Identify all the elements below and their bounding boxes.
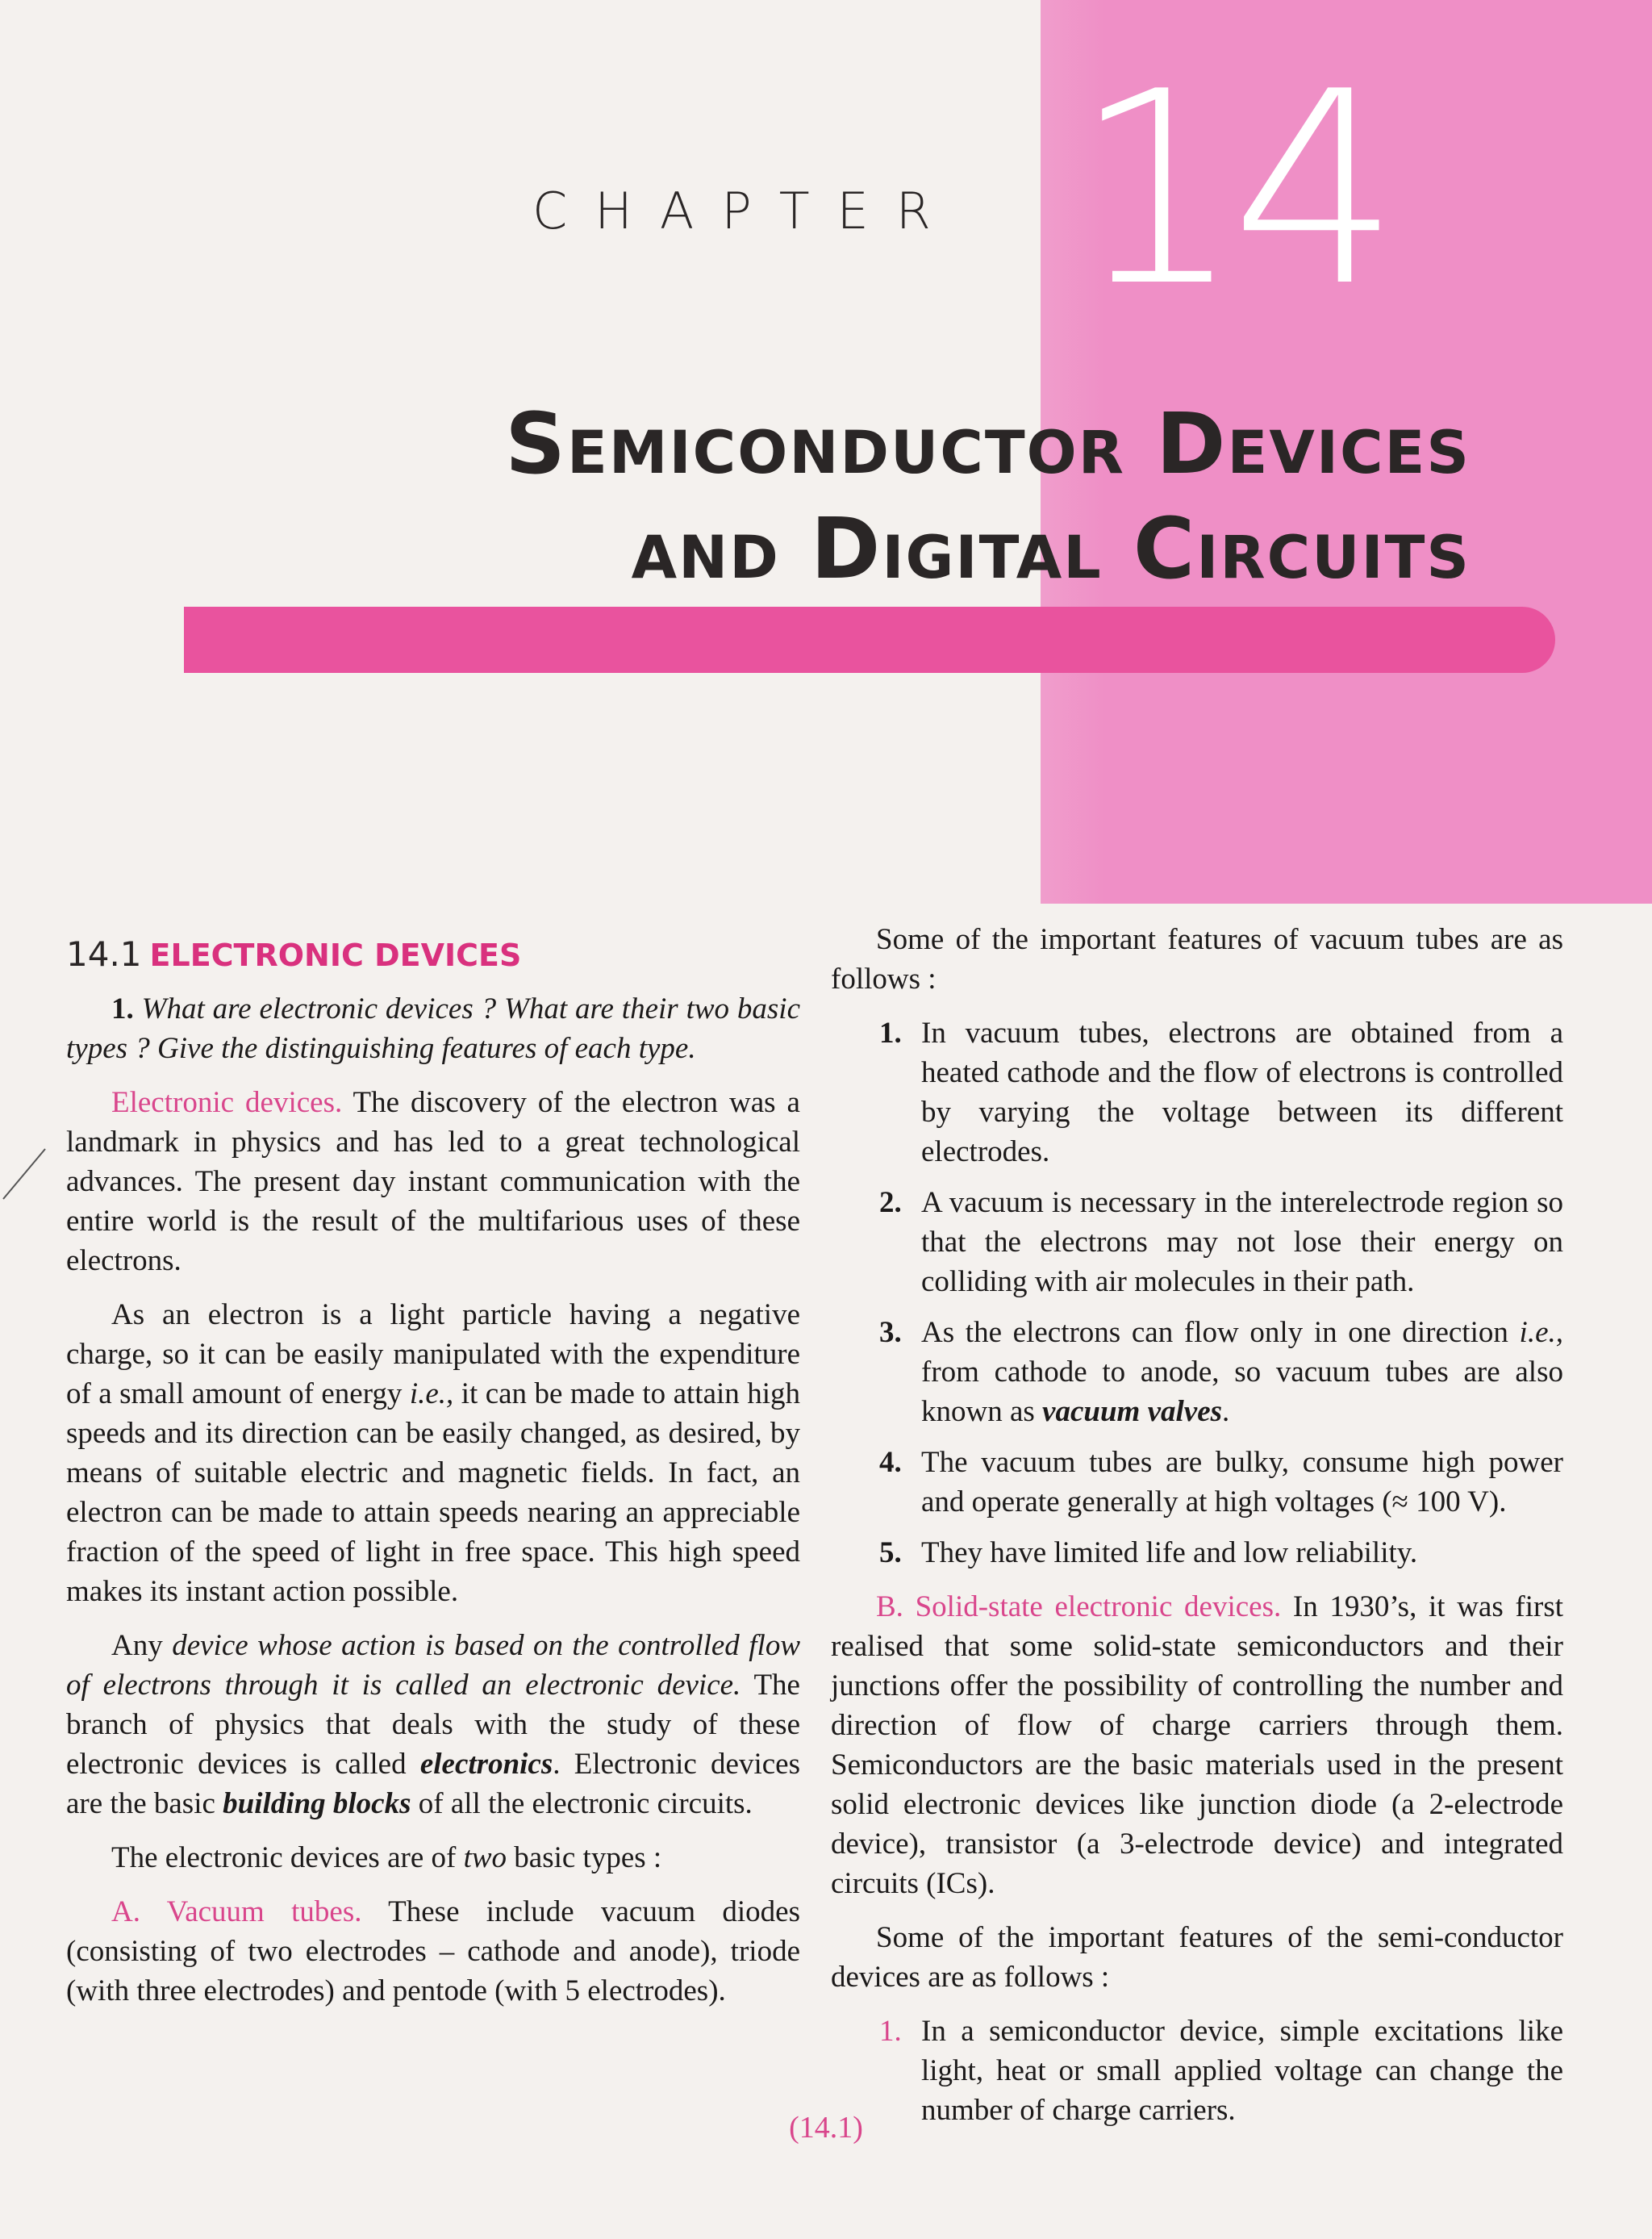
chapter-label: CHAPTER	[532, 182, 958, 240]
page-number: (14.1)	[789, 2111, 863, 2145]
decorative-title-bar	[184, 607, 1555, 673]
list-text: They have limited life and low reliability.	[921, 1536, 1418, 1569]
list-text: In vacuum tubes, electrons are obtained from a heated cathode and the flow of electrons is controlled by varying the voltage between its different electrodes.	[921, 1017, 1563, 1168]
paragraph-lead: Electronic devices.	[111, 1086, 343, 1119]
vacuum-features-list	[831, 1013, 1563, 1573]
paragraph-text: . Electronic devices are the basic	[66, 1748, 800, 1820]
chapter-number: 14	[1073, 35, 1389, 345]
paragraph-text: Any	[111, 1629, 163, 1662]
definition-text: device whose action is based on the controlled flow of electrons through it is called an electronic device.	[66, 1629, 800, 1702]
right-column	[831, 920, 1563, 2145]
list-number: 2.	[879, 1186, 902, 1219]
paragraph-text: of all the electronic circuits.	[418, 1787, 753, 1820]
question-paragraph	[66, 989, 800, 1068]
ie-abbrev: i.e.,	[409, 1377, 454, 1410]
list-number: 5.	[879, 1536, 902, 1569]
list-number: 3.	[879, 1316, 902, 1349]
left-column	[66, 932, 800, 2025]
list-text: .	[1222, 1395, 1230, 1428]
paragraph-text: These include vacuum diodes (consisting of two electrodes – cathode and anode), triode (with three electrodes) and pentode (with 5 electrodes).	[66, 1895, 800, 2007]
pen-mark	[0, 1146, 48, 1202]
paragraph-text: The electronic devices are of	[111, 1841, 457, 1874]
list-number: 1.	[879, 1017, 902, 1050]
emphasis-two: two	[463, 1841, 507, 1874]
paragraph-definition	[66, 1626, 800, 1823]
term-electronics: electronics	[419, 1748, 553, 1781]
list-item	[831, 1533, 1563, 1573]
paragraph-text: In 1930’s, it was first realised that some solid-state semiconductors and their junctions offer the possibility of controlling the number and direction of flow of charge carriers through them. Semiconductors are the basic materials used in the present solid electronic devices like junction diode (a 2-electrode device), transistor (a 3-electrode device) and integrated circuits (ICs).	[831, 1590, 1564, 1900]
list-item	[831, 1313, 1563, 1431]
term-building-blocks: building blocks	[223, 1787, 411, 1820]
chapter-title-line1: Semiconductor Devices	[505, 395, 1471, 493]
list-item	[831, 1443, 1563, 1522]
question-number: 1.	[111, 992, 134, 1026]
chapter-title-line2: and Digital Circuits	[631, 499, 1471, 598]
paragraph-two-types	[66, 1838, 800, 1878]
paragraph-electron-charge	[66, 1295, 800, 1611]
paragraph-vacuum-tubes	[66, 1892, 800, 2011]
section-heading	[66, 932, 800, 978]
section-title: ELECTRONIC DEVICES	[149, 938, 522, 973]
paragraph-text: basic types :	[514, 1841, 662, 1874]
list-text: A vacuum is necessary in the interelectrode region so that the electrons may not lose their energy on colliding with air molecules in their path.	[921, 1186, 1563, 1298]
paragraph-electronic-devices	[66, 1083, 800, 1280]
paragraph-text: As an electron is a light particle having a negative charge, so it can be easily manipulated with the expenditure of a small amount of energy	[66, 1298, 800, 1410]
list-text: from cathode to anode, so vacuum tubes are also known as	[921, 1356, 1563, 1428]
paragraph-text: The discovery of the electron was a landmark in physics and has led to a great technological advances. The present day instant communication with the entire world is the result of the multifarious uses of these electrons.	[66, 1086, 800, 1277]
paragraph-lead: B. Solid-state electronic devices.	[876, 1590, 1282, 1623]
ie-abbrev: i.e.,	[1519, 1316, 1563, 1349]
paragraph-lead: A. Vacuum tubes.	[111, 1895, 362, 1928]
list-item	[831, 1183, 1563, 1301]
chapter-title	[505, 391, 1471, 601]
paragraph-text: The branch of physics that deals with the study of these electronic devices is called	[66, 1669, 800, 1781]
list-number: 4.	[879, 1446, 902, 1479]
paragraph-solid-state	[831, 1587, 1563, 1903]
list-item	[831, 1013, 1563, 1172]
paragraph-text: it can be made to attain high speeds and its direction can be easily changed, as desired, by means of suitable electric and magnetic fields. In fact, an electron can be made to attain speeds nearing an appreciable fraction of the speed of light in free space. This high speed makes its instant action possible.	[66, 1377, 800, 1608]
question-text: What are electronic devices ? What are their two basic types ? Give the distinguishing features of each type.	[66, 992, 801, 1065]
vacuum-features-intro: Some of the important features of vacuum tubes are as follows :	[831, 923, 1563, 996]
list-text: The vacuum tubes are bulky, consume high power and operate generally at high voltages (≈ 100 V).	[921, 1446, 1563, 1518]
list-text: As the electrons can flow only in one direction	[921, 1316, 1508, 1349]
semiconductor-features-intro: Some of the important features of the semi-conductor devices are as follows :	[831, 1921, 1563, 1994]
section-number: 14.1	[66, 934, 142, 974]
list-number: 1.	[879, 2015, 902, 2048]
list-text: In a semiconductor device, simple excitations like light, heat or small applied voltage can change the number of charge carriers.	[921, 2015, 1563, 2127]
term-vacuum-valves: vacuum valves	[1042, 1395, 1223, 1428]
